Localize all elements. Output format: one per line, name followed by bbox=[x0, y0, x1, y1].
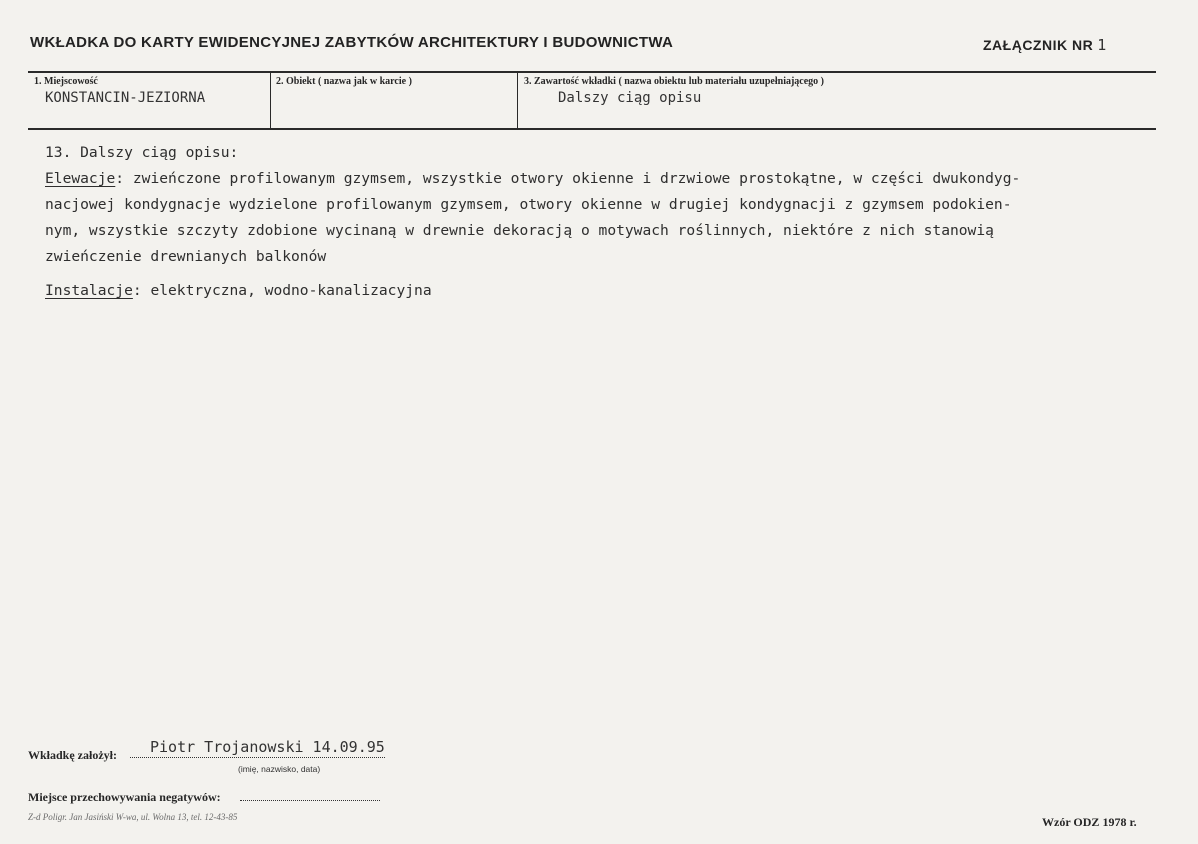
elevations-line-4: zwieńczenie drewnianych balkonów bbox=[45, 248, 327, 265]
printer-imprint: Z-d Poligr. Jan Jasiński W-wa, ul. Wolna 13, tel. 12-43-85 bbox=[28, 812, 238, 822]
locality-label: 1. Miejscowość bbox=[34, 76, 98, 87]
paragraph-gap bbox=[45, 270, 1160, 278]
locality-value: KONSTANCIN-JEZIORNA bbox=[45, 90, 206, 106]
annex-label-text: ZAŁĄCZNIK NR bbox=[983, 37, 1094, 53]
author-dotted-line bbox=[130, 757, 385, 758]
document-title: WKŁADKA DO KARTY EWIDENCYJNEJ ZABYTKÓW ARCHITEKTURY I BUDOWNICTWA bbox=[30, 34, 674, 51]
installations-line bbox=[45, 278, 1160, 304]
author-value: Piotr Trojanowski 14.09.95 bbox=[150, 738, 385, 756]
form-code: Wzór ODZ 1978 r. bbox=[1042, 815, 1137, 829]
negatives-label: Miejsce przechowywania negatywów: bbox=[28, 790, 221, 804]
installations-label: Instalacje bbox=[45, 282, 133, 299]
content-label: 3. Zawartość wkładki ( nazwa obiektu lub materiału uzupełniającego ) bbox=[524, 76, 825, 87]
elevations-text-1: : zwieńczone profilowanym gzymsem, wszystkie otwory okienne i drzwiowe prostokątne, w części dwukondyg- bbox=[115, 170, 1021, 187]
annex-label bbox=[983, 36, 1107, 54]
description-heading: 13. Dalszy ciąg opisu: bbox=[45, 144, 239, 161]
table-bottom-rule bbox=[28, 128, 1156, 130]
author-hint: (imię, nazwisko, data) bbox=[238, 764, 321, 774]
content-value: Dalszy ciąg opisu bbox=[558, 90, 702, 106]
object-label: 2. Obiekt ( nazwa jak w karcie ) bbox=[276, 76, 412, 87]
author-label: Wkładkę założył: bbox=[28, 748, 117, 762]
negatives-dotted-line bbox=[240, 800, 380, 801]
elevations-line-2: nacjowej kondygnacje wydzielone profilowanym gzymsem, otwory okienne w drugiej kondygnacji z gzymsem podokien- bbox=[45, 196, 1012, 213]
elevations-line-3: nym, wszystkie szczyty zdobione wycinaną w drewnie dekoracją o motywach roślinnych, niektóre z nich stanowią bbox=[45, 222, 994, 239]
column-divider-2 bbox=[517, 71, 518, 129]
installations-text: : elektryczna, wodno-kanalizacyjna bbox=[132, 282, 432, 299]
elevations-label: Elewacje bbox=[45, 170, 116, 187]
description-body bbox=[45, 140, 1160, 304]
elevations-line-1 bbox=[45, 166, 1160, 192]
table-top-rule bbox=[28, 71, 1156, 73]
annex-number: 1 bbox=[1097, 36, 1107, 54]
column-divider-1 bbox=[270, 71, 271, 129]
